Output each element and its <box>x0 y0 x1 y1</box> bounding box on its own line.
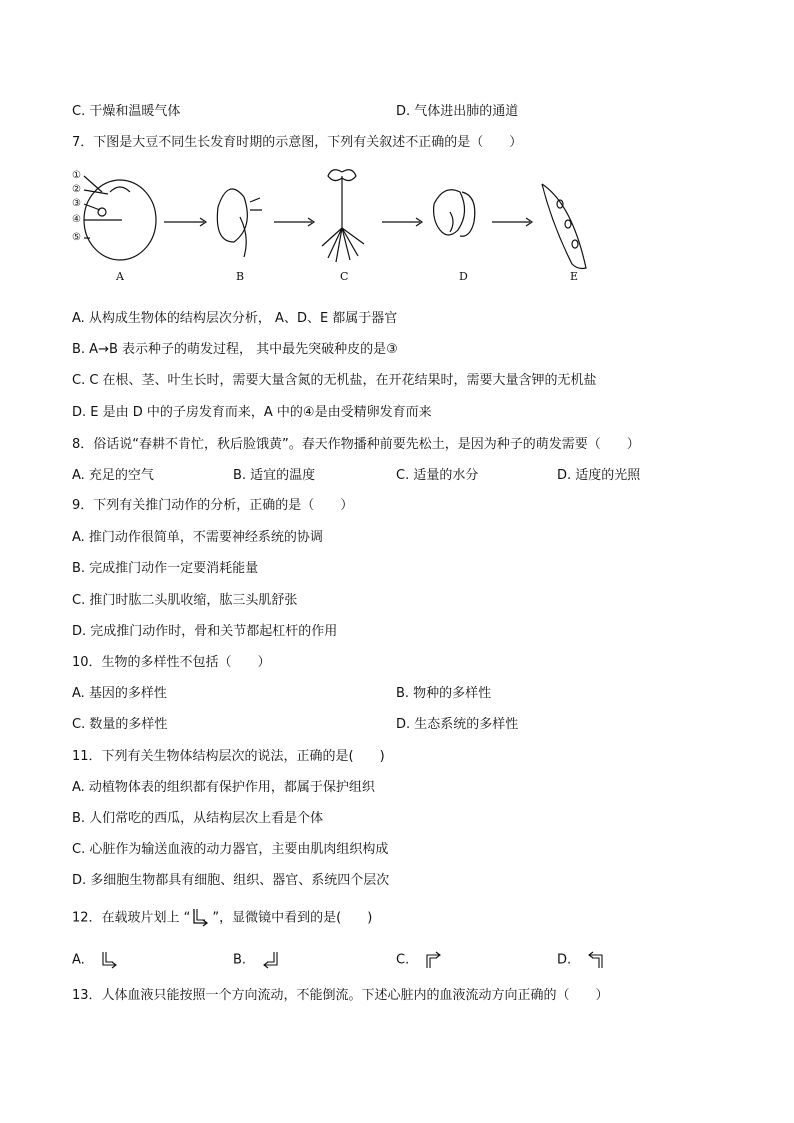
seed-a-plumule <box>110 187 130 192</box>
fig-label-d: D <box>459 270 468 283</box>
q6-option-c: C. 干燥和温暖气体 <box>72 104 181 119</box>
q11-option-a: A. 动植物体表的组织都有保护作用，都属于保护组织 <box>72 780 375 795</box>
part-4-label: ④ <box>72 214 81 225</box>
q7-stem: 7．下图是大豆不同生长发育时期的示意图，下列有关叙述不正确的是（ ） <box>72 135 523 150</box>
q7-option-d: D. E 是由 D 中的子房发育而来，A 中的④是由受精卵发育而来 <box>72 405 432 420</box>
q8-stem: 8．俗话说“春耕不肯忙，秋后脸饿黄”。春天作物播种前要先松土，是因为种子的萌发需要（ ） <box>72 437 640 452</box>
fig-label-e: E <box>570 270 579 283</box>
q11-option-b: B. 人们常吃的西瓜，从结构层次上看是个体 <box>72 811 324 826</box>
l-arrow-symbol-icon <box>190 908 212 928</box>
q11-stem: 11．下列有关生物体结构层次的说法，正确的是( ) <box>72 749 385 764</box>
option-a-arrow-icon <box>99 951 121 969</box>
q12-stem <box>72 908 372 928</box>
q6-option-d: D. 气体进出肺的通道 <box>396 104 519 119</box>
option-c-arrow-icon <box>423 951 445 969</box>
q7-option-b: B. A→B 表示种子的萌发过程， 其中最先突破种皮的是③ <box>72 342 398 357</box>
part-5-label: ⑤ <box>72 232 81 243</box>
part-3-label: ③ <box>72 198 81 209</box>
q12-option-c <box>396 951 445 970</box>
q8-option-d: D. 适度的光照 <box>557 468 641 483</box>
fig-label-b: B <box>236 270 245 283</box>
option-b-arrow-icon <box>260 951 282 969</box>
q10-option-b: B. 物种的多样性 <box>396 686 492 701</box>
q9-option-b: B. 完成推门动作一定要消耗能量 <box>72 561 259 576</box>
q8-option-c: C. 适量的水分 <box>396 468 479 483</box>
q7-option-a: A. 从构成生物体的结构层次分析， A、D、E 都属于器官 <box>72 311 398 326</box>
part-2-label: ② <box>72 184 81 195</box>
q9-stem: 9．下列有关推门动作的分析，正确的是（ ） <box>72 498 354 513</box>
q12-option-b <box>233 951 282 970</box>
q10-option-a: A. 基因的多样性 <box>72 686 167 701</box>
soybean-growth-figure <box>72 162 612 292</box>
fig-label-c: C <box>340 270 349 283</box>
option-d-arrow-icon <box>585 951 607 969</box>
fig-label-a: A <box>116 270 124 283</box>
q12-option-d <box>557 951 607 970</box>
q9-option-d: D. 完成推门动作时，骨和关节都起杠杆的作用 <box>72 624 338 639</box>
part-1-label: ① <box>72 170 81 181</box>
q12-option-a <box>72 951 121 970</box>
q12-option-c-label: C. <box>396 952 410 968</box>
q11-option-d: D. 多细胞生物都具有细胞、组织、器官、系统四个层次 <box>72 873 390 888</box>
q12-stem-post: ”，显微镜中看到的是( ) <box>212 910 373 926</box>
q13-stem: 13．人体血液只能按照一个方向流动，不能倒流。下述心脏内的血液流动方向正确的（ ） <box>72 988 609 1003</box>
q10-stem: 10．生物的多样性不包括（ ） <box>72 655 271 670</box>
q7-option-c: C. C 在根、茎、叶生长时，需要大量含氮的无机盐，在开花结果时，需要大量含钾的无机盐 <box>72 373 597 388</box>
q12-option-b-label: B. <box>233 952 247 968</box>
q11-option-c: C. 心脏作为输送血液的动力器官，主要由肌肉组织构成 <box>72 842 389 857</box>
q12-stem-pre: 12．在载玻片划上 “ <box>72 910 191 926</box>
q9-option-a: A. 推门动作很简单，不需要神经系统的协调 <box>72 530 323 545</box>
q8-option-b: B. 适宜的温度 <box>233 468 316 483</box>
q9-option-c: C. 推门时肱二头肌收缩，肱三头肌舒张 <box>72 593 298 608</box>
q12-option-d-label: D. <box>557 952 572 968</box>
q12-option-a-label: A. <box>72 952 85 968</box>
q8-option-a: A. 充足的空气 <box>72 468 154 483</box>
q10-option-c: C. 数量的多样性 <box>72 717 168 732</box>
q10-option-d: D. 生态系统的多样性 <box>396 717 519 732</box>
